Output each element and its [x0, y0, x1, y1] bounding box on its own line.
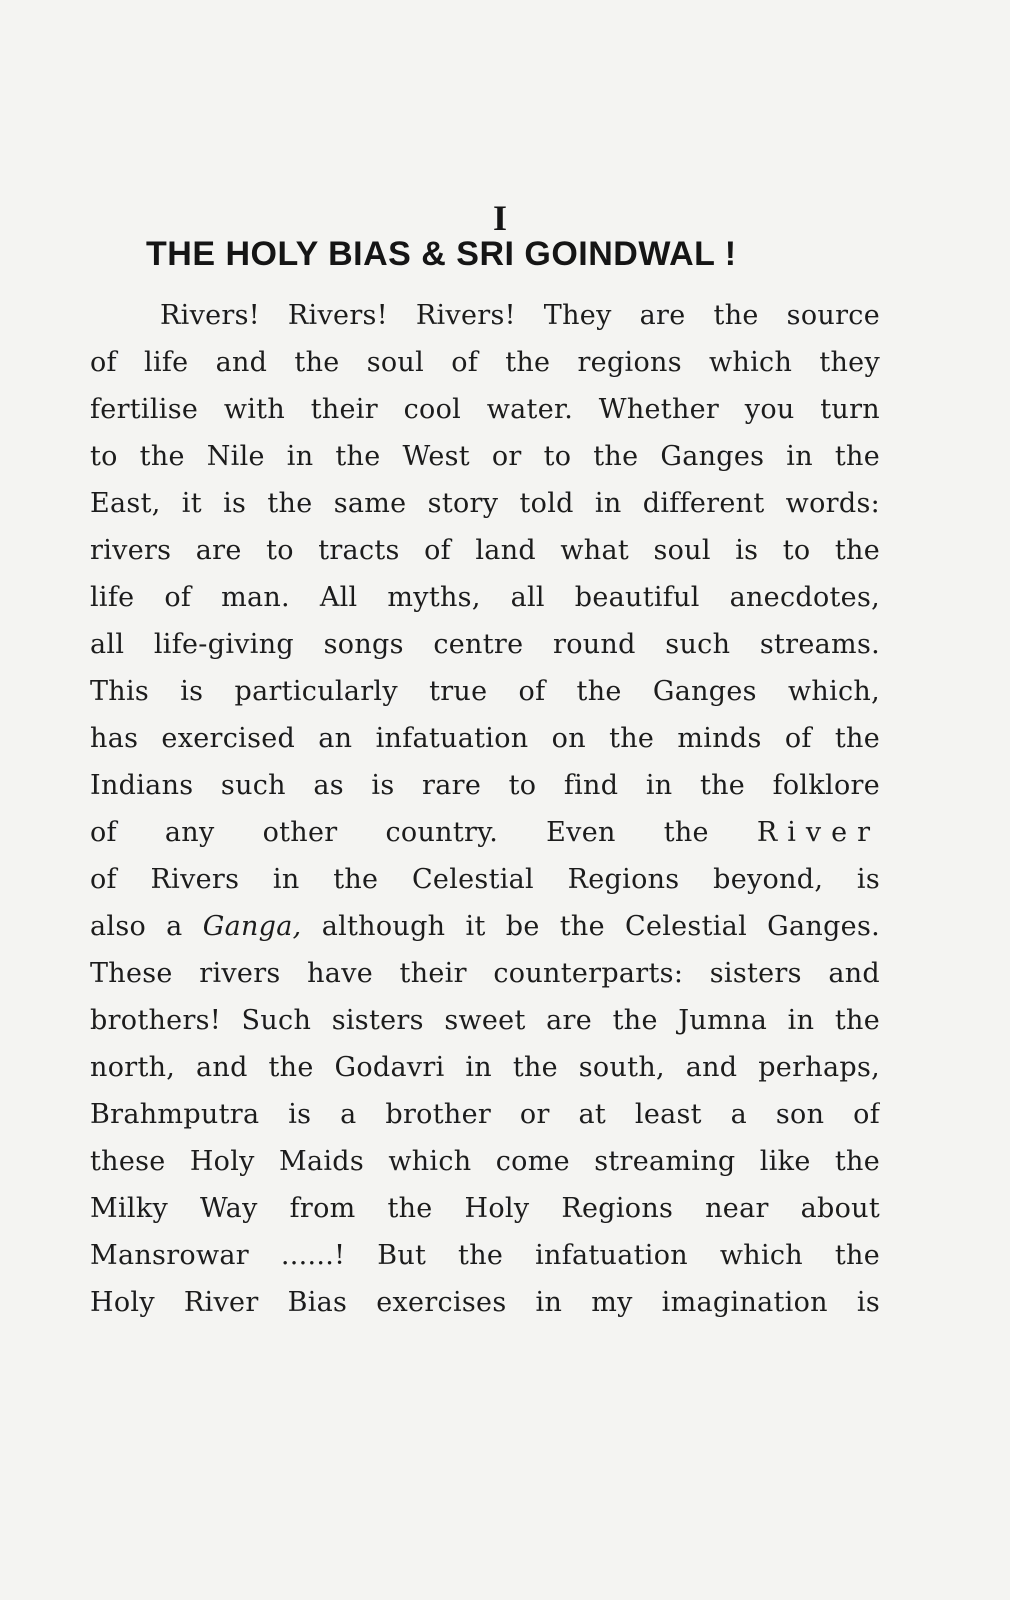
text-line: Rivers! Rivers! Rivers! They are the source	[160, 300, 880, 331]
text-line: This is particularly true of the Ganges which,	[90, 676, 880, 707]
text-line: all life-giving songs centre round such streams.	[90, 629, 880, 660]
text-line: brothers! Such sisters sweet are the Jumna in the	[90, 1005, 880, 1036]
text-line: of life and the soul of the regions which they	[90, 347, 880, 378]
text-line-part: of any other country. Even the	[90, 817, 709, 848]
chapter-number: I	[492, 198, 507, 238]
text-line: of Rivers in the Celestial Regions beyond, is	[90, 864, 880, 895]
text-line: has exercised an infatuation on the minds of the	[90, 723, 880, 754]
text-line: Milky Way from the Holy Regions near about	[90, 1193, 880, 1224]
text-line: to the Nile in the West or to the Ganges in the	[90, 441, 880, 472]
text-line	[90, 903, 880, 950]
text-line-part: although it be the Celestial Ganges.	[321, 911, 880, 942]
text-line: These rivers have their counterparts: sisters and	[90, 958, 880, 989]
text-line	[90, 809, 880, 856]
text-line: north, and the Godavri in the south, and perhaps,	[90, 1052, 880, 1083]
body-paragraph	[90, 292, 880, 1326]
text-line: Holy River Bias exercises in my imagination is	[90, 1287, 880, 1318]
spaced-word: River	[756, 817, 880, 848]
text-line: East, it is the same story told in different words:	[90, 488, 880, 519]
text-line: Brahmputra is a brother or at least a son of	[90, 1099, 880, 1130]
italic-word: Ganga,	[202, 911, 302, 942]
text-line: these Holy Maids which come streaming like the	[90, 1146, 880, 1177]
text-line: life of man. All myths, all beautiful anecdotes,	[90, 582, 880, 613]
text-line: Indians such as is rare to find in the folklore	[90, 770, 880, 801]
text-line-part: also a	[90, 911, 183, 942]
text-line: rivers are to tracts of land what soul is to the	[90, 535, 880, 566]
text-line: fertilise with their cool water. Whether you turn	[90, 394, 880, 425]
chapter-title: THE HOLY BIAS & SRI GOINDWAL !	[146, 235, 737, 273]
text-line: Mansrowar ......! But the infatuation which the	[90, 1240, 880, 1271]
